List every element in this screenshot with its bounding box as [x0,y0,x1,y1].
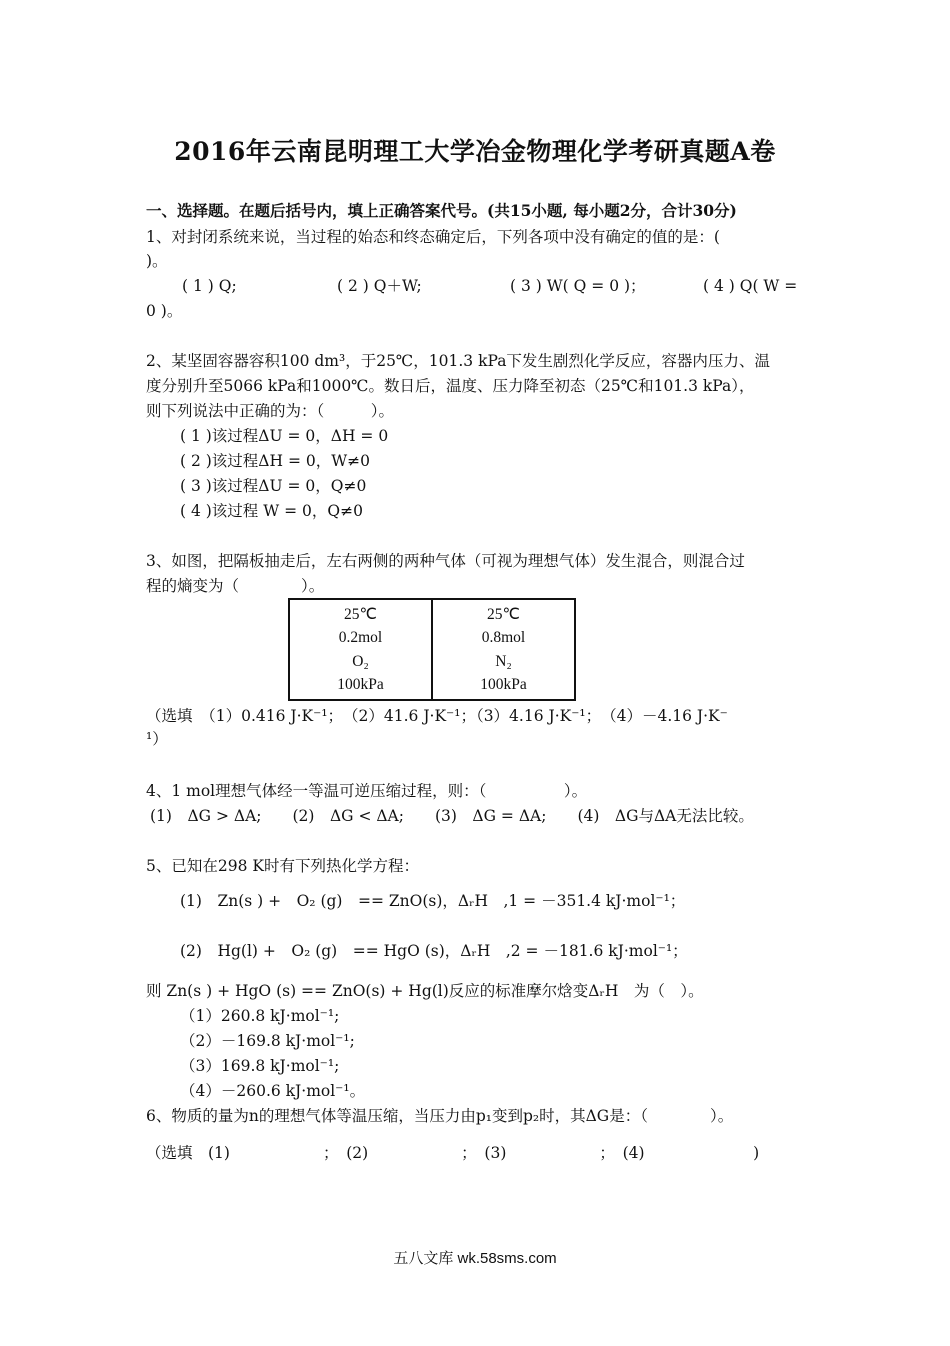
left-chamber [290,600,433,699]
page-footer: 五八文库 wk.58sms.com [393,1250,557,1267]
q1-line4: 0 )。 [146,302,183,320]
gas-mixing-diagram [288,598,576,701]
left-gas: O₂ [352,652,369,670]
q3-line2: 程的熵变为（ ）。 [146,577,325,595]
q2-option-4: ( 4 )该过程 W = 0，Q≠0 [180,502,363,520]
q1-option-2: ( 2 ) Q＋W; [337,277,422,295]
right-gas: N₂ [495,652,512,670]
q5-line1: 5、已知在298 K时有下列热化学方程： [146,857,419,875]
q3-line1: 3、如图，把隔板抽走后，左右两侧的两种气体（可视为理想气体）发生混合，则混合过 [146,552,745,570]
page-title: 2016年云南昆明理工大学冶金物理化学考研真题A卷 [174,137,776,166]
q2-option-3: ( 3 )该过程ΔU = 0，Q≠0 [180,477,367,495]
q1-option-4: ( 4 ) Q( W = [703,277,798,295]
q4-line1: 4、1 mol理想气体经一等温可逆压缩过程，则：（ ）。 [146,782,588,800]
q5-option-3: （3）169.8 kJ·mol⁻¹; [180,1057,340,1075]
q5-option-2: （2）－169.8 kJ·mol⁻¹; [180,1032,355,1050]
q4-options: (1) ΔG > ΔA; (2) ΔG < ΔA; (3) ΔG = ΔA; (4) ΔG与ΔA无法比较。 [150,807,754,825]
right-amount: 0.8mol [481,629,526,647]
q2-option-2: ( 2 )该过程ΔH = 0，W≠0 [180,452,371,470]
q2-line1: 2、某坚固容器容积100 dm³，于25℃，101.3 kPa下发生剧烈化学反应，容器内压力、温 [146,352,770,370]
q2-line3: 则下列说法中正确的为：（ ）。 [146,402,395,420]
q1-option-3: ( 3 ) W( Q = 0 )； [510,277,646,295]
q1-line1: 1、对封闭系统来说，当过程的始态和终态确定后，下列各项中没有确定的值的是：( [146,228,720,246]
q5-line2: 则 Zn(s ) + HgO (s) == ZnO(s) + Hg(l)反应的标准摩尔焓变ΔᵣH 为（ ）。 [146,982,704,1000]
q1-line2: )。 [146,252,168,270]
section-heading: 一、选择题。在题后括号内，填上正确答案代号。(共15小题, 每小题2分，合计30分) [146,201,737,220]
left-temp: 25℃ [344,605,377,623]
q3-choices-tail: ¹） [146,730,168,748]
right-pressure: 100kPa [480,676,527,694]
q5-option-4: （4）－260.6 kJ·mol⁻¹。 [180,1082,366,1100]
q5-option-1: （1）260.8 kJ·mol⁻¹; [180,1007,340,1025]
q1-option-1: ( 1 ) Q; [182,277,237,295]
q3-choices: （选填 （1）0.416 J·K⁻¹； （2）41.6 J·K⁻¹；（3）4.16 J·K⁻¹； （4）－4.16 J·K⁻ [146,707,728,725]
q6-line1: 6、物质的量为n的理想气体等温压缩，当压力由p₁变到p₂时，其ΔG是：（ ）。 [146,1107,734,1125]
q5-equation-2: (2) Hg(l) + O₂ (g) == HgO (s)，ΔᵣH ,2 = －181.6 kJ·mol⁻¹； [180,942,688,960]
left-pressure: 100kPa [337,676,384,694]
right-temp: 25℃ [487,605,520,623]
q6-choices: （选填 (1) ； (2) ； (3) ； (4) ) [146,1144,760,1162]
left-amount: 0.2mol [338,629,383,647]
q5-equation-1: (1) Zn(s ) + O₂ (g) == ZnO(s)，ΔᵣH ,1 = －351.4 kJ·mol⁻¹； [180,892,686,910]
right-chamber [433,600,574,699]
q2-line2: 度分别升至5066 kPa和1000℃。数日后，温度、压力降至初态（25℃和101.3 kPa）， [146,377,755,395]
q2-option-1: ( 1 )该过程ΔU = 0，ΔH = 0 [180,427,389,445]
